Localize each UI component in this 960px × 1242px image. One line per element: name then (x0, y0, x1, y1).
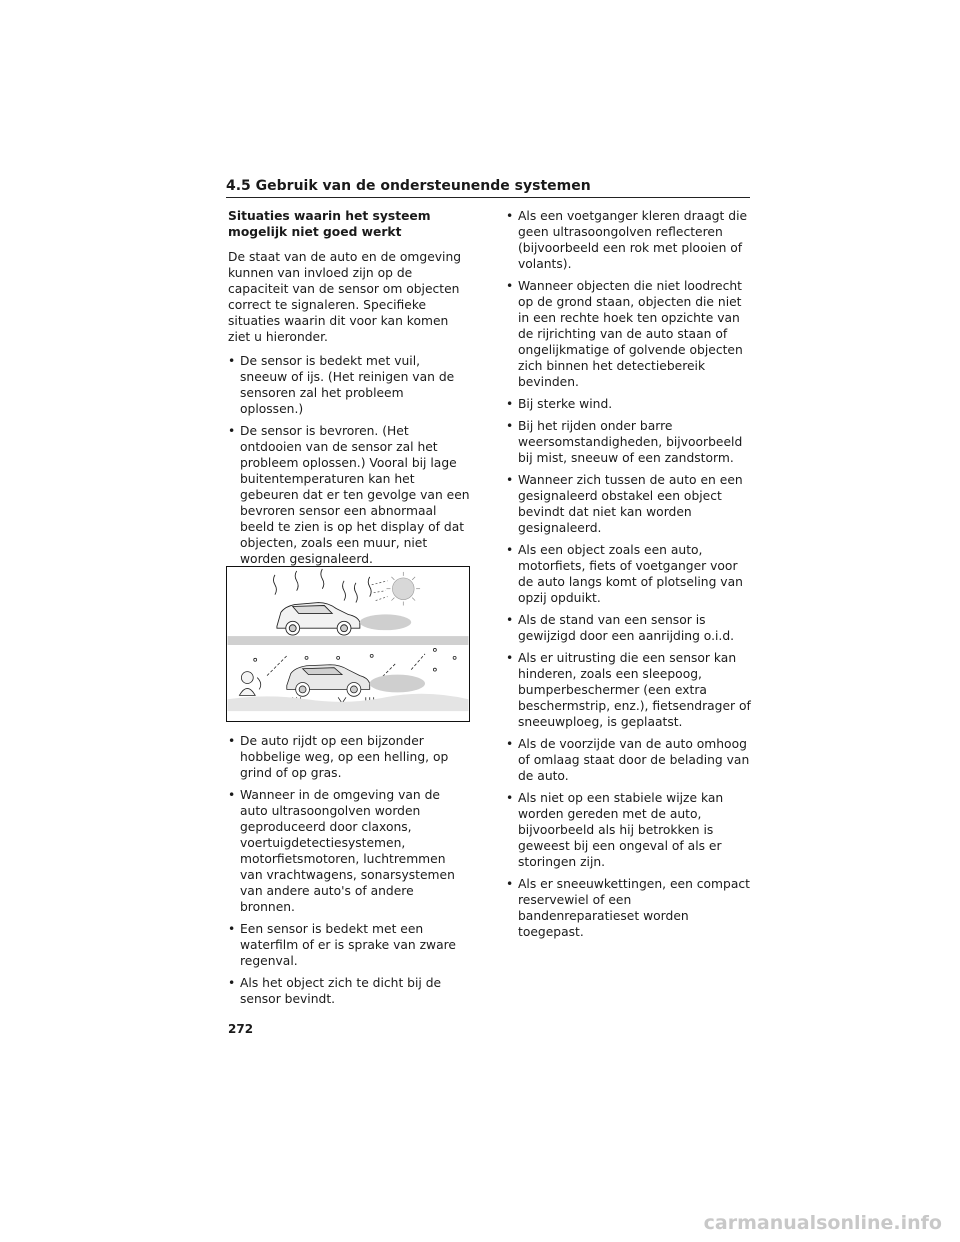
road-top (228, 636, 469, 645)
list-item: • Bij sterke wind. (506, 397, 613, 411)
sensor-beam-bottom (370, 675, 425, 693)
bullet-icon: • (506, 397, 514, 411)
watermark: carmanualsonline.info (703, 1212, 942, 1234)
bullet-icon: • (506, 419, 514, 433)
bullet-icon: • (228, 976, 236, 990)
list-item: • Als een voetganger kleren draagt die geen ultrasoongolven reflecteren (bijvoorbeeld een rok met plooien of volants). (506, 209, 748, 271)
illustration-svg (227, 567, 469, 721)
list-item: • De sensor is bevroren. (Het ontdooien van de sensor zal het probleem oplossen.) Vooral bij lage buitentemperaturen kan het gebeuren dat er ten gevolge van een bevroren sensor een abnormaal beeld te zien is op het display of dat objecten, zoals een muur, niet worden gesignaleerd. (228, 424, 470, 566)
bullet-icon: • (506, 877, 514, 891)
bullet-icon: • (506, 209, 514, 223)
bullet-icon: • (506, 737, 514, 751)
list-item: • Als er uitrusting die een sensor kan hinderen, zoals een sleepoog, bumperbeschermer (een extra beschermstrip, enz.), fietsendrager of sneeuwploeg, is geplaatst. (506, 651, 751, 729)
list-item: • Een sensor is bedekt met een waterfilm of er is sprake van zware regenval. (228, 922, 456, 968)
bullet-icon: • (228, 424, 236, 438)
bullet-icon: • (228, 354, 236, 368)
illustration-sensor-conditions (226, 566, 470, 722)
list-item: • Als niet op een stabiele wijze kan worden gereden met de auto, bijvoorbeeld als hij betrokken is geweest bij een ongeval of als er storingen zijn. (506, 791, 724, 869)
intro-paragraph: De staat van de auto en de omgeving kunnen van invloed zijn op de capaciteit van de sensor om objecten correct te signaleren. Specifieke situaties waarin dit voor kan komen ziet u hieronder. (228, 250, 462, 344)
list-item: • Als de stand van een sensor is gewijzigd door een aanrijding o.i.d. (506, 613, 735, 643)
bullet-icon: • (228, 788, 236, 802)
bullet-list-after-figure (228, 733, 470, 1013)
bullet-icon: • (228, 922, 236, 936)
snow-ground (228, 694, 469, 711)
page-number: 272 (228, 1022, 254, 1036)
bullet-icon: • (506, 279, 514, 293)
hot-weather-scene (273, 569, 371, 635)
list-item: • Bij het rijden onder barre weersomstandigheden, bijvoorbeeld bij mist, sneeuw of een zandstorm. (506, 419, 743, 465)
list-item: • Als er sneeuwkettingen, een compact reservewiel of een bandenreparatieset worden toegepast. (506, 877, 750, 939)
list-item: • De auto rijdt op een bijzonder hobbelige weg, op een helling, op grind of op gras. (228, 734, 449, 780)
bullet-icon: • (228, 734, 236, 748)
section-header (226, 178, 750, 198)
list-item: • Wanneer objecten die niet loodrecht op de grond staan, objecten die niet in een rechte hoek ten opzichte van de rijrichting van de auto staan of ongelijkmatige of golvende objecten zich binnen het detectiebereik bevinden. (506, 279, 743, 389)
list-item: • Als het object zich te dicht bij de sensor bevindt. (228, 976, 442, 1006)
list-item: • Wanneer zich tussen de auto en een gesignaleerd obstakel een object bevindt dat niet kan worden gesignaleerd. (506, 473, 743, 535)
bullet-icon: • (506, 651, 514, 665)
bullet-icon: • (506, 543, 514, 557)
right-column (506, 208, 752, 946)
list-item: • Als de voorzijde van de auto omhoog of omlaag staat door de belading van de auto. (506, 737, 750, 783)
bullet-icon: • (506, 613, 514, 627)
section-title: 4.5 Gebruik van de ondersteunende systemen (226, 178, 591, 194)
sun-icon (387, 572, 421, 606)
list-item: • Wanneer in de omgeving van de auto ultrasoongolven worden geproduceerd door claxons, voertuigdetectiesystemen, motorfietsmotoren, luchtremmen van vrachtwagens, sonarsystemen van andere auto's of andere bronnen. (228, 788, 455, 914)
bullet-icon: • (506, 791, 514, 805)
left-column (228, 208, 470, 611)
section-heading: Situaties waarin het systeem mogelijk niet goed werkt (228, 209, 431, 239)
list-item: • De sensor is bedekt met vuil, sneeuw of ijs. (Het reinigen van de sensoren zal het probleem oplossen.) (228, 354, 455, 416)
bullet-list-right (506, 208, 752, 940)
sensor-beam (360, 614, 411, 630)
list-item: • Als een object zoals een auto, motorfiets, fiets of voetganger voor de auto langs komt of plotseling van opzij opduikt. (506, 543, 743, 605)
bullet-icon: • (506, 473, 514, 487)
